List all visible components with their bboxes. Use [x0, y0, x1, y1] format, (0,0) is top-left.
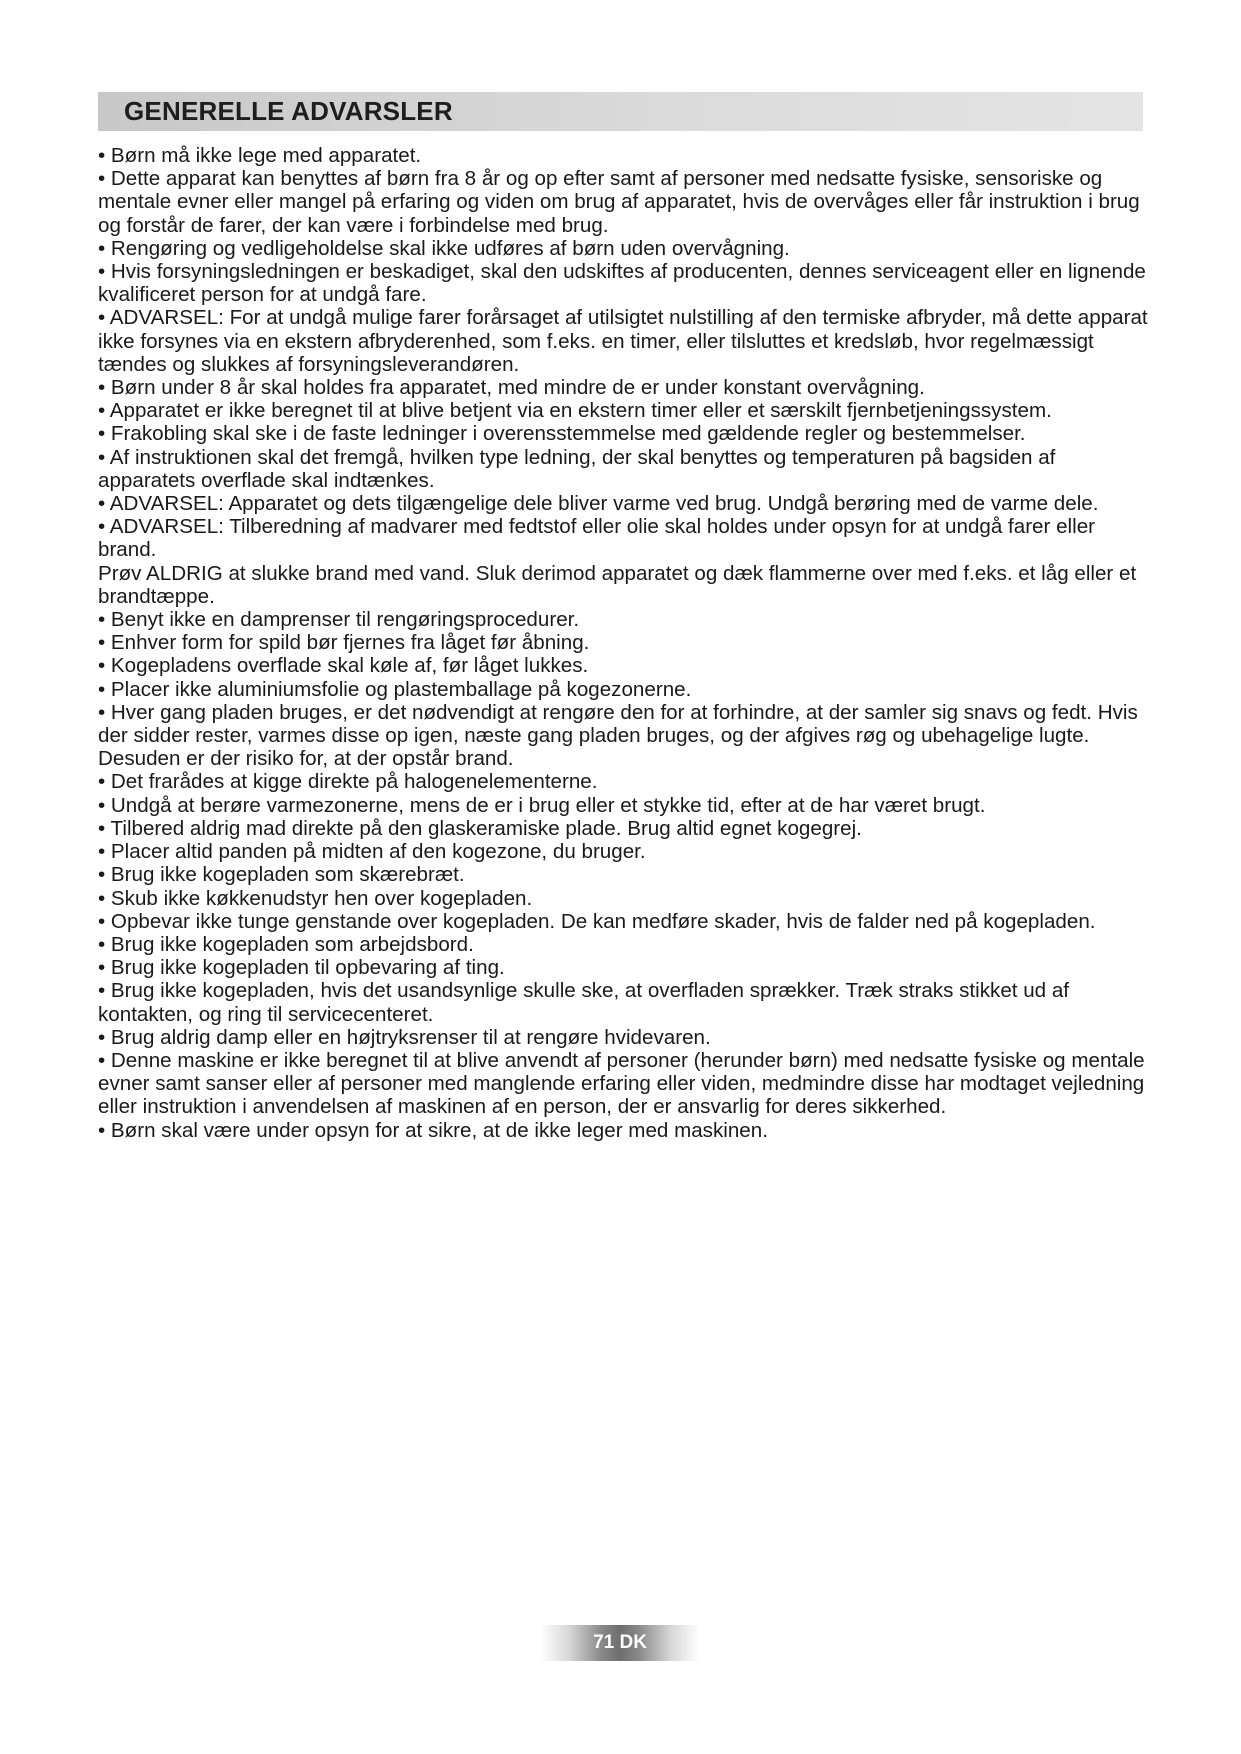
- warning-item: • Brug ikke kogepladen som arbejdsbord.: [98, 932, 474, 956]
- warning-item: • Placer altid panden på midten af den kogezone, du bruger.: [98, 840, 646, 864]
- warning-item: • Skub ikke køkkenudstyr hen over kogepladen.: [98, 886, 533, 910]
- warning-item: • Brug ikke kogepladen som skærebræt.: [98, 863, 465, 887]
- warning-item: Prøv ALDRIG at slukke brand med vand. Sluk derimod apparatet og dæk flammerne over med f.eks. et låg eller et brandtæppe.: [98, 561, 1137, 608]
- warning-item: • Dette apparat kan benyttes af børn fra 8 år og op efter samt af personer med nedsatte fysiske, sensoriske og mentale evner eller mangel på erfaring og viden om brug af apparatet, hvis de overvåges eller får instruktion i brug og forstår de farer, der kan være i forbindelse med brug.: [98, 167, 1140, 237]
- warning-item: • Børn skal være under opsyn for at sikre, at de ikke leger med maskinen.: [98, 1118, 768, 1142]
- warning-item: • Enhver form for spild bør fjernes fra låget før åbning.: [98, 631, 590, 655]
- warning-item: • Benyt ikke en damprenser til rengøringsprocedurer.: [98, 608, 580, 632]
- warnings-list: [98, 144, 1148, 1142]
- page-number-badge: [540, 1625, 700, 1661]
- warning-item: • Af instruktionen skal det fremgå, hvilken type ledning, der skal benyttes og temperaturen på bagsiden af apparatets overflade skal indtænkes.: [98, 445, 1056, 492]
- warning-item: • Rengøring og vedligeholdelse skal ikke udføres af børn uden overvågning.: [98, 236, 790, 260]
- warning-item: • Apparatet er ikke beregnet til at blive betjent via en ekstern timer eller et særskilt fjernbetjeningssystem.: [98, 399, 1052, 423]
- warning-item: • Det frarådes at kigge direkte på halogenelementerne.: [98, 770, 598, 794]
- warning-item: • ADVARSEL: Tilberedning af madvarer med fedtstof eller olie skal holdes under opsyn for at undgå farer eller brand.: [98, 515, 1096, 562]
- warning-item: • Børn må ikke lege med apparatet.: [98, 144, 422, 167]
- warning-item: • Kogepladens overflade skal køle af, før låget lukkes.: [98, 654, 589, 678]
- warning-item: • ADVARSEL: For at undgå mulige farer forårsaget af utilsigtet nulstilling af den termiske afbryder, må dette apparat ikke forsynes via en ekstern afbryderenhed, som f.eks. en timer, eller tilsluttes et kredsløb, hvor regelmæssigt tændes og slukkes af forsyningsleverandøren.: [98, 306, 1148, 376]
- warning-item: • Hver gang pladen bruges, er det nødvendigt at rengøre den for at forhindre, at der samler sig snavs og fedt. Hvis der sidder rester, varmes disse op igen, næste gang pladen bruges, og der afgives røg og ubehagelige lugte. Desuden er der risiko for, at der opstår brand.: [98, 700, 1138, 771]
- warning-item: • Brug aldrig damp eller en højtryksrenser til at rengøre hvidevaren.: [98, 1025, 711, 1049]
- section-title: GENERELLE ADVARSLER: [124, 96, 453, 126]
- warning-item: • ADVARSEL: Apparatet og dets tilgængelige dele bliver varme ved brug. Undgå berøring med de varme dele.: [98, 492, 1099, 516]
- section-header-bar: [98, 92, 1143, 131]
- warning-item: • Denne maskine er ikke beregnet til at blive anvendt af personer (herunder børn) med nedsatte fysiske og mentale evner samt sanser eller af personer med manglende erfaring eller viden, medmindre disse har modtaget vejledning eller instruktion i anvendelsen af maskinen af en person, der er ansvarlig for deres sikkerhed.: [98, 1048, 1145, 1119]
- warning-item: • Hvis forsyningsledningen er beskadiget, skal den udskiftes af producenten, dennes serviceagent eller en lignende kvalificeret person for at undgå fare.: [98, 260, 1146, 307]
- warning-item: • Brug ikke kogepladen til opbevaring af ting.: [98, 956, 505, 980]
- warning-item: • Opbevar ikke tunge genstande over kogepladen. De kan medføre skader, hvis de falder ned på kogepladen.: [98, 909, 1096, 933]
- warning-item: • Børn under 8 år skal holdes fra apparatet, med mindre de er under konstant overvågning.: [98, 376, 925, 400]
- warning-item: • Brug ikke kogepladen, hvis det usandsynlige skulle ske, at overfladen sprækker. Træk straks stikket ud af kontakten, og ring til servicecenteret.: [98, 979, 1070, 1026]
- page-number: 71 DK: [593, 1632, 647, 1653]
- warning-item: • Undgå at berøre varmezonerne, mens de er i brug eller et stykke tid, efter at de har været brugt.: [98, 793, 986, 817]
- warning-item: • Frakobling skal ske i de faste ledninger i overensstemmelse med gældende regler og bestemmelser.: [98, 422, 1026, 446]
- warning-item: • Tilbered aldrig mad direkte på den glaskeramiske plade. Brug altid egnet kogegrej.: [98, 816, 862, 840]
- warning-item: • Placer ikke aluminiumsfolie og plastemballage på kogezonerne.: [98, 677, 692, 701]
